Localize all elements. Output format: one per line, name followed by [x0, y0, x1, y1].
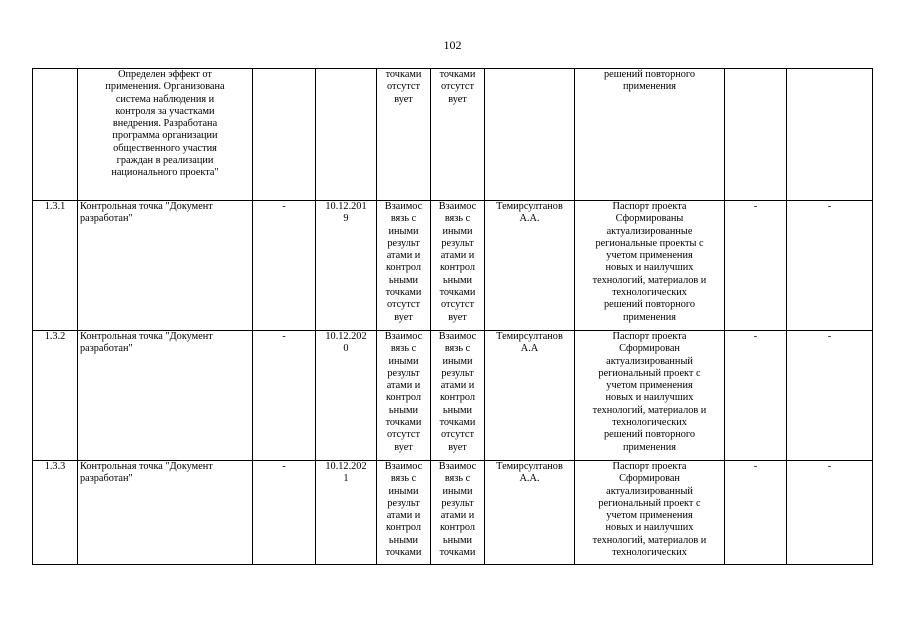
row-number: 1.3.1: [33, 201, 78, 331]
result-name: Определен эффект от применения. Организована система наблюдения и контроля за участками внедрения. Разработана программа организации общественного участия граждан в реализации национального проекта": [78, 69, 253, 201]
table-row: [33, 201, 873, 331]
extra-cell: -: [725, 461, 787, 565]
table-row: [33, 331, 873, 461]
document-description: Паспорт проекта Сформирован актуализированный региональный проект с учетом применения новых и наилучших технологий, материалов и технологических решений повторного применения: [575, 331, 725, 461]
deadline-date: 10.12.201 9: [316, 201, 377, 331]
relation-cell: Взаимос вязь с иными результ атами и контрол ьными точками отсутст вует: [431, 331, 485, 461]
extra-cell: -: [725, 201, 787, 331]
row-number: 1.3.3: [33, 461, 78, 565]
relation-cell: Взаимос вязь с иными результ атами и контрол ьными точками отсутст вует: [431, 201, 485, 331]
responsible-person: [485, 69, 575, 201]
extra-cell: -: [787, 201, 873, 331]
relation-cell: точками отсутст вует: [431, 69, 485, 201]
page-number: 102: [443, 38, 462, 52]
extra-cell: -: [725, 331, 787, 461]
relation-cell: Взаимос вязь с иными результ атами и контрол ьными точками: [377, 461, 431, 565]
extra-cell: [725, 69, 787, 201]
previous-value: -: [253, 461, 316, 565]
plan-table: [32, 68, 873, 565]
extra-cell: [787, 69, 873, 201]
row-number: [33, 69, 78, 201]
deadline-date: 10.12.202 1: [316, 461, 377, 565]
relation-cell: точками отсутст вует: [377, 69, 431, 201]
result-name: Контрольная точка "Документ разработан": [78, 331, 253, 461]
result-name: Контрольная точка "Документ разработан": [78, 201, 253, 331]
result-name: Контрольная точка "Документ разработан": [78, 461, 253, 565]
table-row: [33, 69, 873, 201]
table-row: [33, 461, 873, 565]
document-description: Паспорт проекта Сформирован актуализированный региональный проект с учетом применения новых и наилучших технологий, материалов и технологических: [575, 461, 725, 565]
extra-cell: -: [787, 461, 873, 565]
previous-value: -: [253, 201, 316, 331]
document-description: решений повторного применения: [575, 69, 725, 201]
relation-cell: Взаимос вязь с иными результ атами и контрол ьными точками отсутст вует: [377, 331, 431, 461]
deadline-date: 10.12.202 0: [316, 331, 377, 461]
relation-cell: Взаимос вязь с иными результ атами и контрол ьными точками: [431, 461, 485, 565]
responsible-person: Темирсултанов А.А.: [485, 461, 575, 565]
previous-value: [253, 69, 316, 201]
extra-cell: -: [787, 331, 873, 461]
deadline-date: [316, 69, 377, 201]
row-number: 1.3.2: [33, 331, 78, 461]
document-description: Паспорт проекта Сформированы актуализированные региональные проекты с учетом применения новых и наилучших технологий, материалов и технологических решений повторного применения: [575, 201, 725, 331]
responsible-person: Темирсултанов А.А: [485, 331, 575, 461]
previous-value: -: [253, 331, 316, 461]
relation-cell: Взаимос вязь с иными результ атами и контрол ьными точками отсутст вует: [377, 201, 431, 331]
responsible-person: Темирсултанов А.А.: [485, 201, 575, 331]
